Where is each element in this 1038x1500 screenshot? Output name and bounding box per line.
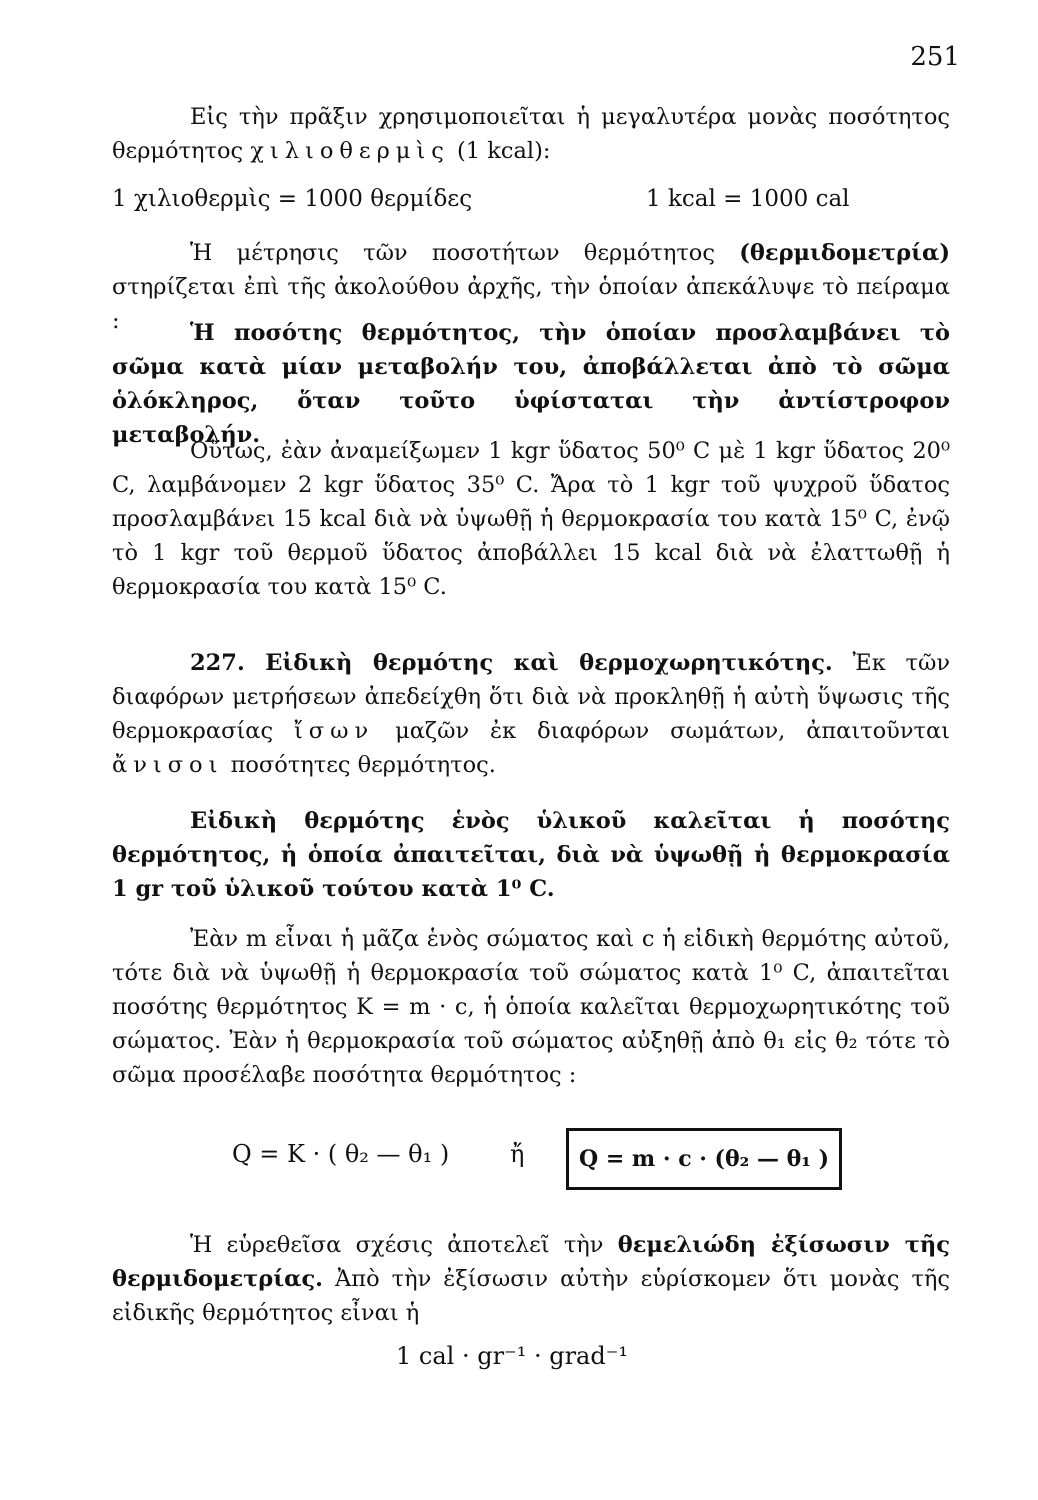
term-fundamental-equation: θεμελιώδη ἐξίσωσιν τῆς θερμιδομετρίας. xyxy=(112,1232,950,1292)
principle-statement: Ἡ ποσότης θερμότητος, τὴν ὁποίαν προσλαμβάνει τὸ σῶμα κατὰ μίαν μεταβολήν του, ἀποβάλλεται ἀπὸ τὸ σῶμα ὁλόκληρος, ὅταν τοῦτο ὑφίσταται τὴν ἀντίστροφον μεταβολήν. xyxy=(112,320,950,448)
section-227 xyxy=(112,646,950,782)
spaced-word-kilocalorie: χιλιοθερμὶς xyxy=(250,138,450,164)
definition-specific-heat: Εἰδικὴ θερμότης ἑνὸς ὑλικοῦ καλεῖται ἡ ποσότης θερμότητος, ἡ ὁποία ἀπαιτεῖται, διὰ νὰ ὑψωθῇ ἡ θερμοκρασία 1 gr τοῦ ὑλικοῦ τούτου κατὰ 1⁰ C. xyxy=(112,808,950,902)
section-text-b: μαζῶν ἐκ διαφόρων σωμάτων, ἀπαιτοῦνται xyxy=(374,718,951,744)
paragraph-fundamental-equation xyxy=(112,1228,950,1330)
section-text-c: ποσότητες θερμότητος. xyxy=(223,752,496,778)
paragraph-example: Οὕτως, ἐὰν ἀναμείξωμεν 1 kgr ὕδατος 50⁰ C μὲ 1 kgr ὕδατος 20⁰ C, λαμβάνομεν 2 kgr ὕδατος 35⁰ C. Ἄρα τὸ 1 kgr τοῦ ψυχροῦ ὕδατος προσλαμβάνει 15 kcal διὰ νὰ ὑψωθῇ ἡ θερμοκρασία του κατὰ 15⁰ C, ἐνῷ τὸ 1 kgr τοῦ θερμοῦ ὕδατος ἀποβάλλει 15 kcal διὰ νὰ ἐλαττωθῇ ἡ θερμοκρασία του κατὰ 15⁰ C. xyxy=(112,438,950,600)
boxed-formula: Q = m · c · (θ₂ — θ₁ ) xyxy=(579,1146,829,1172)
formula-left: Q = K · ( θ₂ — θ₁ ) xyxy=(232,1140,450,1168)
p1-text-b: (1 kcal): xyxy=(449,138,551,164)
paragraph-kcal-unit xyxy=(112,100,950,168)
p2-text-b: στηρίζεται ἐπὶ τῆς ἀκολούθου ἀρχῆς, τὴν ὁποίαν ἀπεκάλυψε τὸ πείραμα : xyxy=(112,274,950,334)
section-heading: 227. Εἰδικὴ θερμότης καὶ θερμοχωρητικότης. xyxy=(190,650,833,676)
page-number: 251 xyxy=(910,42,960,72)
p1-text-a: Εἰς τὴν πρᾶξιν χρησιμοποιεῖται ἡ μεγαλυτέρα μονὰς ποσότητος θερμότητος xyxy=(112,104,950,164)
spaced-word-unequal: ἄνισοι xyxy=(112,752,224,778)
boxed-fundamental-equation xyxy=(566,1128,842,1190)
p5-text-a: Ἡ εὑρεθεῖσα σχέσις ἀποτελεῖ τὴν xyxy=(190,1232,618,1258)
paragraph-heat-capacity: Ἐὰν m εἶναι ἡ μᾶζα ἑνὸς σώματος καὶ c ἡ εἰδικὴ θερμότης αὐτοῦ, τότε διὰ νὰ ὑψωθῇ ἡ θερμοκρασία τοῦ σώματος κατὰ 1⁰ C, ἀπαιτεῖται ποσότης θερμότητος K = m · c, ἡ ὁποία καλεῖται θερμοχωρητικότης τοῦ σώματος. Ἐὰν ἡ θερμοκρασία τοῦ σώματος αὐξηθῇ ἀπὸ θ₁ εἰς θ₂ τότε τὸ σῶμα προσέλαβε ποσότητα θερμότητος : xyxy=(112,926,950,1088)
p5-text-b: Ἀπὸ τὴν ἐξίσωσιν αὐτὴν εὑρίσκομεν ὅτι μονὰς τῆς εἰδικῆς θερμότητος εἶναι ἡ xyxy=(112,1266,950,1326)
unit-specific-heat: 1 cal · gr⁻¹ · grad⁻¹ xyxy=(396,1342,629,1370)
equation-left: 1 χιλιοθερμὶς = 1000 θερμίδες xyxy=(112,186,473,212)
spaced-word-equal: ἴσων xyxy=(293,718,375,744)
section-text-a: Ἐκ τῶν διαφόρων μετρήσεων ἀπεδείχθη ὅτι διὰ νὰ προκληθῇ ἡ αὐτὴ ὕψωσις τῆς θερμοκρασίας xyxy=(112,650,950,744)
p2-text-a: Ἡ μέτρησις τῶν ποσοτήτων θερμότητος xyxy=(190,240,740,266)
formula-or: ἤ xyxy=(510,1140,525,1168)
term-calorimetry: (θερμιδομετρία) xyxy=(739,240,950,266)
equation-right: 1 kcal = 1000 cal xyxy=(646,186,850,212)
